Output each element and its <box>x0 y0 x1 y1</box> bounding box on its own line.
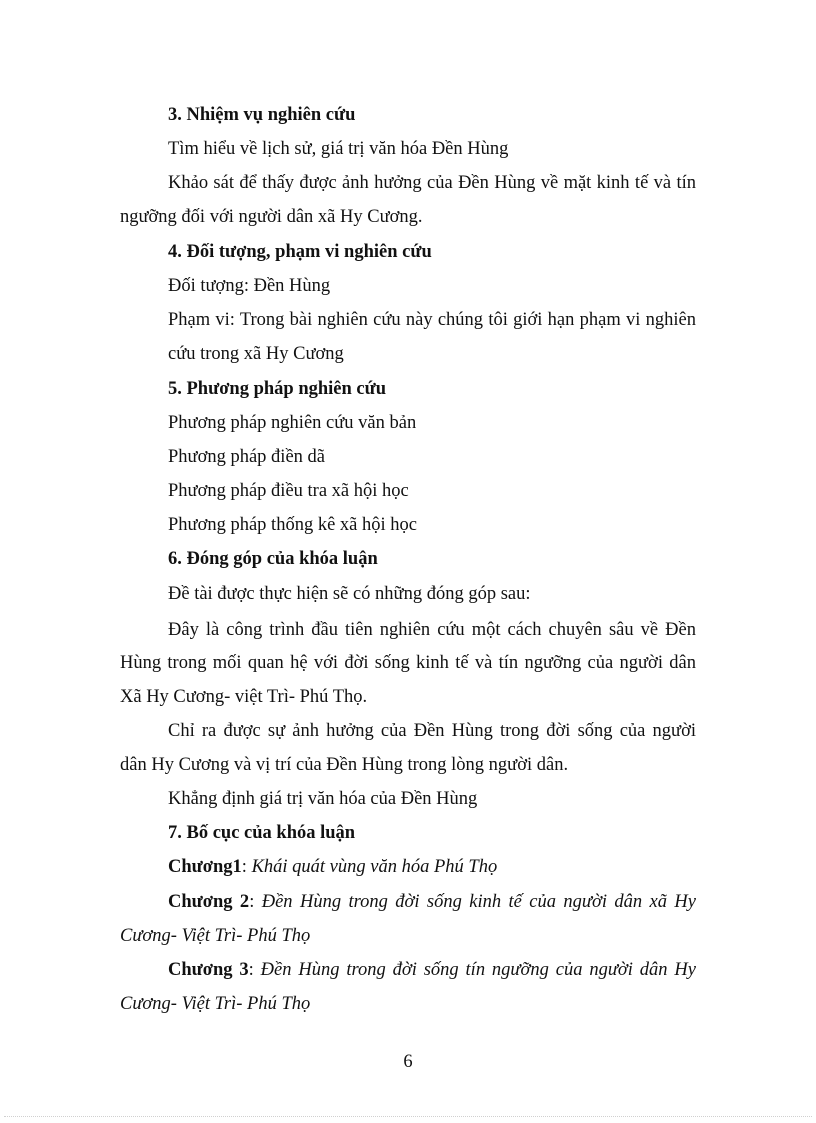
section-6-intro: Đề tài được thực hiện sẽ có những đóng góp sau: <box>168 584 531 604</box>
contribution-2-line-2: dân Hy Cương và vị trí của Đền Hùng trong lòng người dân. <box>120 755 569 775</box>
chapter-1-colon: : <box>241 857 247 877</box>
page-bottom-border <box>4 1116 812 1117</box>
section-3-paragraph-2-line-2: ngưỡng đối với người dân xã Hy Cương. <box>120 207 423 227</box>
chapter-3-label: Chương 3 <box>168 960 249 980</box>
chapter-2-line-1 <box>168 890 696 914</box>
chapter-3-colon: : <box>248 960 254 980</box>
contribution-3: Khẳng định giá trị văn hóa của Đền Hùng <box>168 789 478 809</box>
section-3-heading: 3. Nhiệm vụ nghiên cứu <box>168 105 356 125</box>
chapter-1-title: Khái quát vùng văn hóa Phú Thọ <box>251 857 498 877</box>
method-item: Phương pháp nghiên cứu văn bản <box>168 413 417 433</box>
section-4-heading: 4. Đối tượng, phạm vi nghiên cứu <box>168 242 432 262</box>
chapter-2-label: Chương 2 <box>168 892 250 912</box>
chapter-2-title-part-1: Đền Hùng trong đời sống kinh tế của người dân xã Hy <box>261 892 696 912</box>
contribution-2-line-1: Chỉ ra được sự ảnh hưởng của Đền Hùng trong đời sống của người <box>168 721 696 741</box>
chapter-1-line <box>168 855 497 879</box>
section-3-paragraph-2-line-1: Khảo sát để thấy được ảnh hưởng của Đền Hùng về mặt kinh tế và tín <box>168 173 696 193</box>
method-item: Phương pháp thống kê xã hội học <box>168 515 417 535</box>
section-4-paragraph-2-line-2: cứu trong xã Hy Cương <box>168 344 344 364</box>
page-number: 6 <box>403 1052 413 1072</box>
section-4-paragraph-2-line-1: Phạm vi: Trong bài nghiên cứu này chúng tôi giới hạn phạm vi nghiên <box>168 310 696 330</box>
section-3-paragraph-1: Tìm hiểu về lịch sử, giá trị văn hóa Đền Hùng <box>168 139 509 159</box>
contribution-1-line-3: Xã Hy Cương- việt Trì- Phú Thọ. <box>120 687 368 707</box>
chapter-2-title-part-2: Cương- Việt Trì- Phú Thọ <box>120 926 311 946</box>
chapter-3-title-part-2: Cương- Việt Trì- Phú Thọ <box>120 994 311 1014</box>
contribution-1-line-2: Hùng trong mối quan hệ với đời sống kinh tế và tín ngưỡng của người dân <box>120 653 696 673</box>
chapter-3-title-part-1: Đền Hùng trong đời sống tín ngưỡng của người dân Hy <box>260 960 696 980</box>
method-item: Phương pháp điều tra xã hội học <box>168 481 409 501</box>
method-item: Phương pháp điền dã <box>168 447 325 467</box>
section-7-heading: 7. Bố cục của khóa luận <box>168 823 356 843</box>
section-5-heading: 5. Phương pháp nghiên cứu <box>168 379 387 399</box>
section-4-paragraph-1: Đối tượng: Đền Hùng <box>168 276 331 296</box>
chapter-1-label: Chương1 <box>168 857 242 877</box>
chapter-3-line-1 <box>168 958 696 982</box>
contribution-1-line-1: Đây là công trình đầu tiên nghiên cứu một cách chuyên sâu về Đền <box>168 620 696 640</box>
chapter-2-colon: : <box>249 892 255 912</box>
section-6-heading: 6. Đóng góp của khóa luận <box>168 549 378 569</box>
